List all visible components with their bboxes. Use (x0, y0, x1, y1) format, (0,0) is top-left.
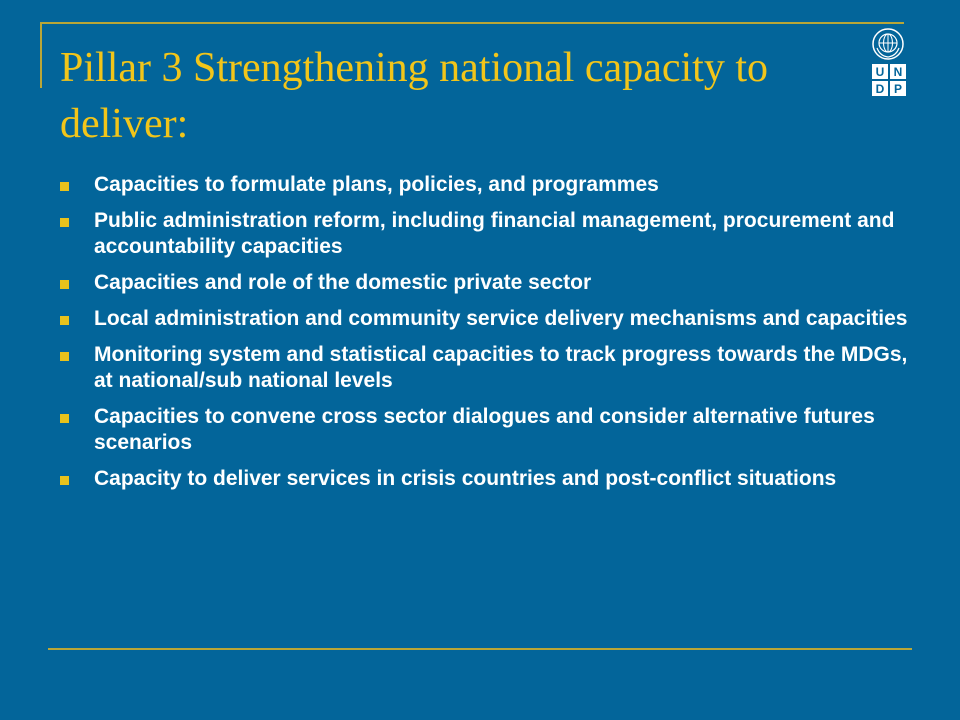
square-bullet-icon (60, 316, 69, 325)
square-bullet-icon (60, 182, 69, 191)
square-bullet-icon (60, 352, 69, 361)
bullet-item (60, 306, 920, 332)
square-bullet-icon (60, 218, 69, 227)
bullet-list (60, 172, 920, 502)
left-accent-line (40, 22, 42, 88)
bullet-item (60, 172, 920, 198)
bottom-accent-line (48, 648, 912, 650)
undp-logo (868, 28, 908, 98)
bullet-text: Capacities to formulate plans, policies, and programmes (94, 173, 659, 196)
bullet-text: Local administration and community service delivery mechanisms and capacities (94, 307, 908, 330)
un-emblem-icon (872, 28, 904, 60)
logo-letter: N (890, 64, 906, 79)
square-bullet-icon (60, 280, 69, 289)
logo-letter: U (872, 64, 888, 79)
square-bullet-icon (60, 414, 69, 423)
bullet-item (60, 342, 920, 394)
top-accent-line (40, 22, 904, 24)
logo-letter: D (872, 81, 888, 96)
square-bullet-icon (60, 476, 69, 485)
bullet-text: Capacities and role of the domestic private sector (94, 271, 592, 294)
slide-title: Pillar 3 Strengthening national capacity to deliver: (60, 45, 768, 147)
bullet-text: Capacity to deliver services in crisis countries and post-conflict situations (94, 467, 837, 490)
bullet-text: Capacities to convene cross sector dialogues and consider alternative futures scenarios (94, 405, 875, 454)
bullet-item (60, 466, 920, 492)
bullet-text: Monitoring system and statistical capacities to track progress towards the MDGs, at national/sub national levels (94, 343, 908, 392)
logo-letter: P (890, 81, 906, 96)
bullet-item (60, 208, 920, 260)
bullet-text: Public administration reform, including financial management, procurement and accountability capacities (94, 209, 895, 258)
bullet-item (60, 404, 920, 456)
undp-letter-grid (872, 64, 906, 96)
bullet-item (60, 270, 920, 296)
